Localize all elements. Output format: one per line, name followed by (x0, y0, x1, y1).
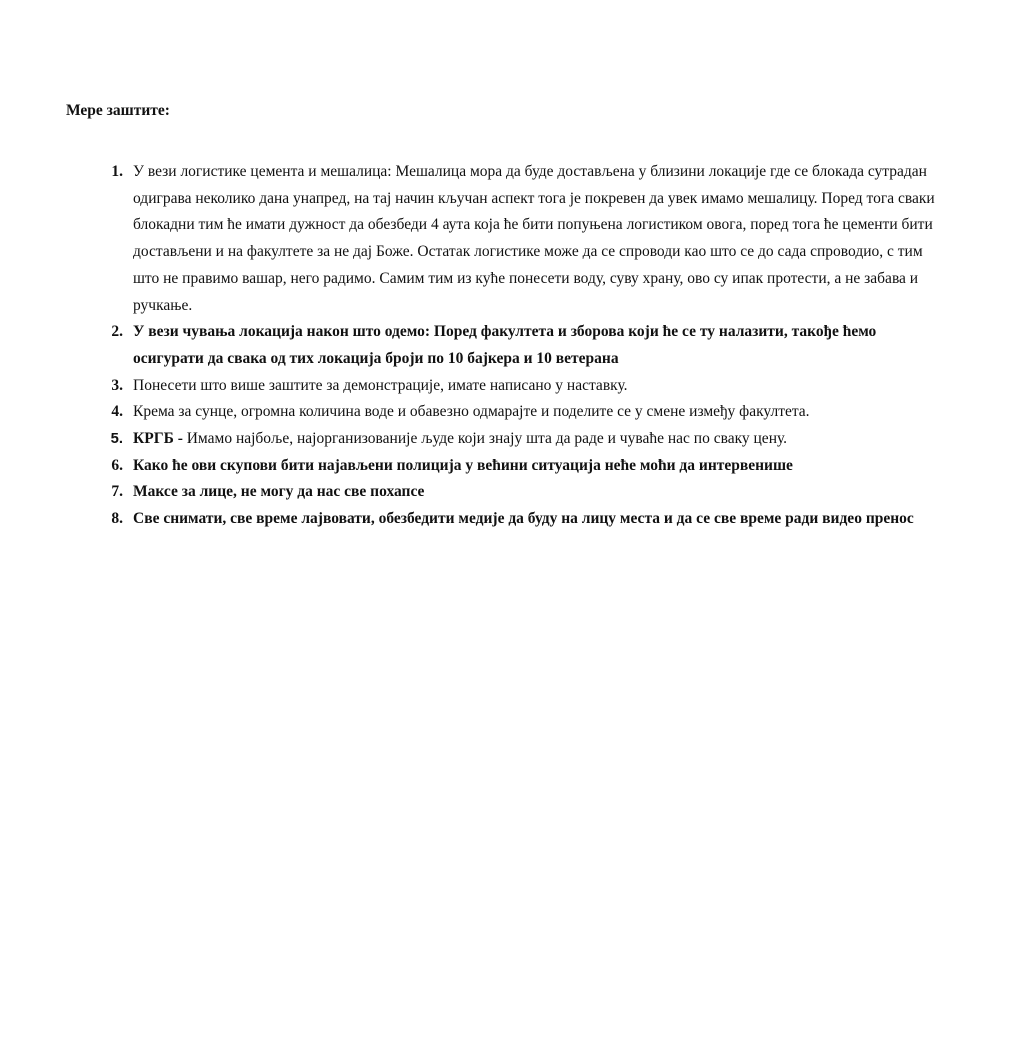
item-number: 8. (111, 510, 123, 528)
list-item (0, 159, 980, 319)
item-body-text: Крема за сунце, огромна количина воде и обавезно одмарајте и поделите се у смене између факултета. (133, 403, 810, 421)
item-text (133, 479, 947, 506)
item-text (133, 506, 947, 533)
page-title: Мере заштите: (66, 102, 170, 119)
item-text (133, 453, 947, 480)
measures-list (0, 159, 980, 533)
item-number: 5. (110, 431, 123, 448)
item-bold-prefix: КРГБ - (133, 430, 187, 448)
item-number: 7. (111, 483, 123, 501)
item-number: 4. (111, 403, 123, 421)
list-item (0, 319, 980, 372)
list-item (0, 373, 980, 400)
item-text (133, 399, 947, 426)
list-item (0, 479, 980, 506)
item-body-text: У вези логистике цемента и мешалица: Мешалица мора да буде достављена у близини локације где се блокада сутрадан одиграва неколико дана унапред, на тај начин кључан аспект тога је покревен да увек имамо мешалицу. Поред тога сваки блокадни тим ће имати дужност да обезбеди 4 аута која ће бити попуњена логистиком овога, поред тога ће цементи бити достављени и на факултете за не дај Боже. Остатак логистике може да се спроводи као што се до сада спроводио, с тим што не правимо вашар, него радимо. Самим тим из куће понесети воду, суву храну, ово су ипак протести, а не забава и ручкање. (133, 163, 935, 314)
item-body-text: Понесети што више заштите за демонстрације, имате написано у наставку. (133, 376, 628, 394)
item-number: 1. (111, 163, 123, 180)
item-body-text: У вези чувања локација након што одемо: Поред факултета и зборова који ће се ту налазити, такође ћемо осигурати да свака од тих локација броји по 10 бајкера и 10 ветерана (133, 323, 877, 367)
item-body-text: Имамо најбоље, најорганизованије људе који знају шта да раде и чуваће нас по сваку цену. (186, 430, 788, 448)
item-number: 2. (111, 323, 123, 341)
item-body-text: Максе за лице, не могу да нас све похапсе (133, 483, 425, 501)
item-text (133, 373, 947, 400)
item-body-text: Како ће ови скупови бити најављени полиција у већини ситуација неће моћи да интервенише (133, 456, 793, 474)
list-item (0, 399, 980, 426)
list-item (0, 506, 980, 533)
item-text (133, 426, 947, 453)
item-text (133, 159, 947, 319)
item-text (133, 319, 947, 372)
list-item (0, 426, 980, 453)
item-number: 3. (111, 376, 123, 394)
item-body-text: Све снимати, све време лајвовати, обезбедити медије да буду на лицу места и да се све време ради видео пренос (133, 510, 914, 528)
list-item (0, 453, 980, 480)
item-number: 6. (111, 456, 123, 474)
